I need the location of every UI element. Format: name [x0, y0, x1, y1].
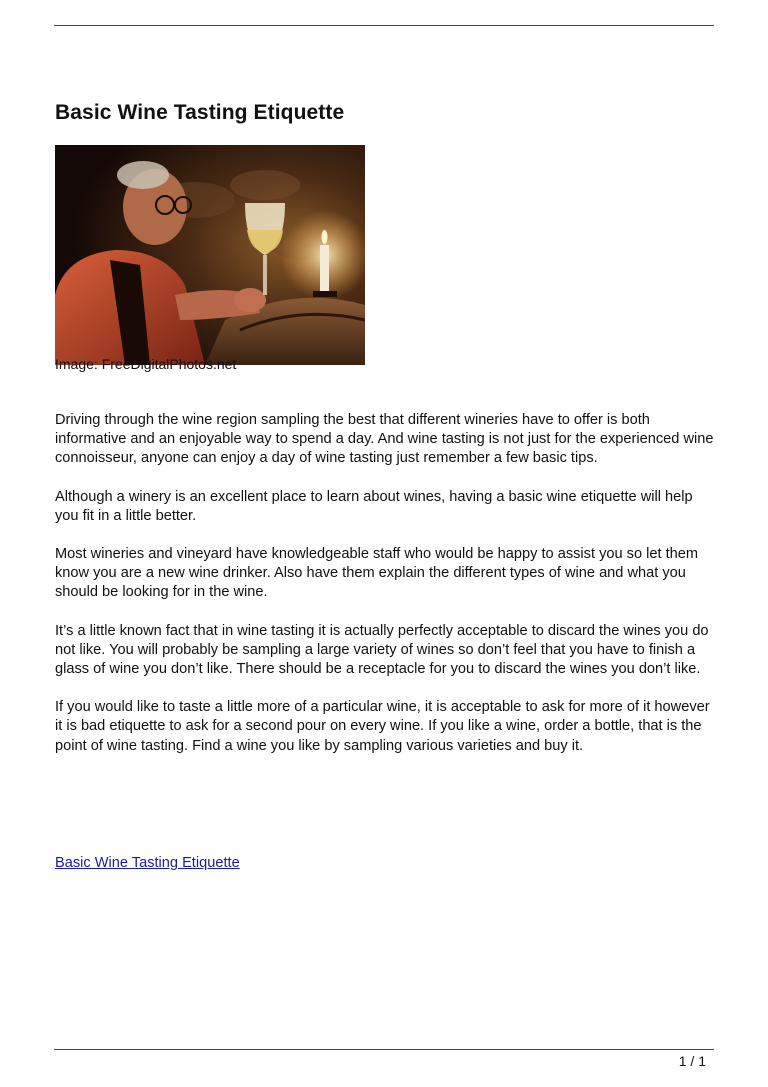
- article-body: [55, 411, 715, 775]
- paragraph: Driving through the wine region sampling the best that different wineries have to offer is both informative and an enjoyable way to spend a day. And wine tasting is not just for the experienced wine connoisseur, anyone can enjoy a day of wine tasting just remember a few basic tips.: [55, 412, 714, 467]
- document-title: Basic Wine Tasting Etiquette: [55, 101, 345, 124]
- article-link[interactable]: Basic Wine Tasting Etiquette: [55, 855, 240, 871]
- paragraph: Most wineries and vineyard have knowledgeable staff who would be happy to assist you so let them know you are a new wine drinker. Also have them explain the different types of wine and what you should be looking for in the wine.: [55, 546, 699, 601]
- header-rule: [54, 25, 714, 26]
- paragraph: Although a winery is an excellent place to learn about wines, having a basic wine etiquette will help you fit in a little better.: [55, 488, 693, 524]
- paragraph: If you would like to taste a little more of a particular wine, it is acceptable to ask for more of it however it is bad etiquette to ask for a second pour on every wine. If you like a wine, order a bottle, that is the point of wine tasting. Find a wine you like by sampling various varieties and buy it.: [55, 699, 710, 754]
- page-number: 1 / 1: [678, 1053, 706, 1069]
- wine-tasting-photo: [55, 145, 365, 365]
- image-caption: Image: FreeDigitalPhotos.net: [55, 356, 237, 372]
- footer-rule: [54, 1049, 714, 1050]
- paragraph: It’s a little known fact that in wine tasting it is actually perfectly acceptable to discard the wines you do not like. You will probably be sampling a large variety of wines so don’t feel that you have to finish a glass of wine you don’t like. There should be a receptacle for you to discard the wines you don’t like.: [55, 622, 709, 678]
